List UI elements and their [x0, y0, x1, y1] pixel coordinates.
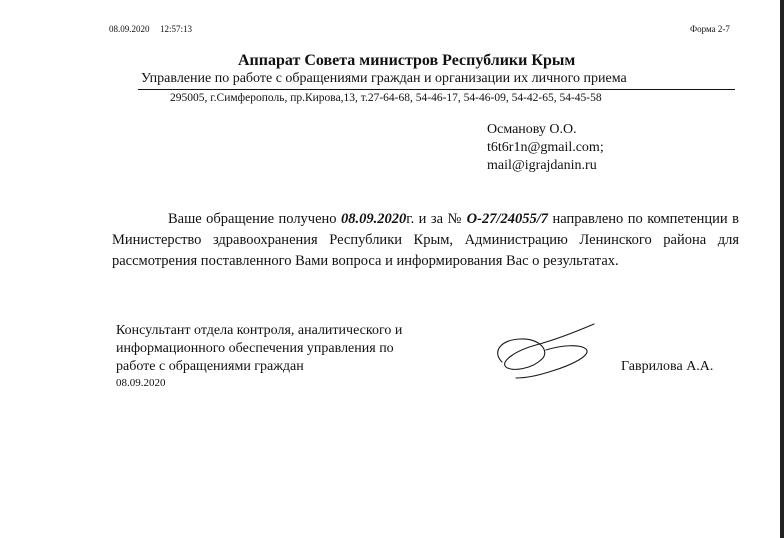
- received-date: 08.09.2020: [341, 211, 407, 227]
- signature-date: 08.09.2020: [116, 377, 166, 389]
- signer-name: Гаврилова А.А.: [621, 359, 714, 374]
- body-text-part1: Ваше обращение получено: [168, 211, 342, 227]
- signer-position-line-3: работе с обращениями граждан: [116, 359, 304, 374]
- recipient-email-1: t6t6r1n@gmail.com;: [487, 140, 604, 155]
- org-department: Управление по работе с обращениями граждан и организации их личного приема: [141, 71, 627, 86]
- recipient-email-2: mail@igrajdanin.ru: [487, 158, 597, 173]
- org-title: Аппарат Совета министров Республики Крым: [238, 52, 576, 69]
- signer-position-line-1: Консультант отдела контроля, аналитического и: [116, 323, 403, 338]
- print-date: 08.09.2020: [109, 24, 150, 34]
- registration-number: О-27/24055/7: [466, 211, 549, 227]
- org-address: 295005, г.Симферополь, пр.Кирова,13, т.27-64-68, 54-46-17, 54-46-09, 54-42-65, 54-45-58: [170, 92, 602, 104]
- signer-position-line-2: информационного обеспечения управления по: [116, 341, 394, 356]
- print-time: 12:57:13: [160, 24, 193, 34]
- letterhead-divider: [138, 89, 735, 90]
- recipient-name: Османову О.О.: [487, 122, 577, 137]
- handwritten-signature: [488, 318, 603, 380]
- scan-border: [780, 0, 784, 538]
- form-label: Форма 2-7: [690, 24, 730, 34]
- body-text-part3: направлено по компетенции в Министерство здравоохранения Республики Крым, Администрацию Ленинского района для рассмотрения поставленного Вами вопроса и информирования Вас о результатах.: [112, 211, 739, 269]
- letter-body: [112, 209, 739, 272]
- body-text-part2: г. и за №: [406, 211, 467, 227]
